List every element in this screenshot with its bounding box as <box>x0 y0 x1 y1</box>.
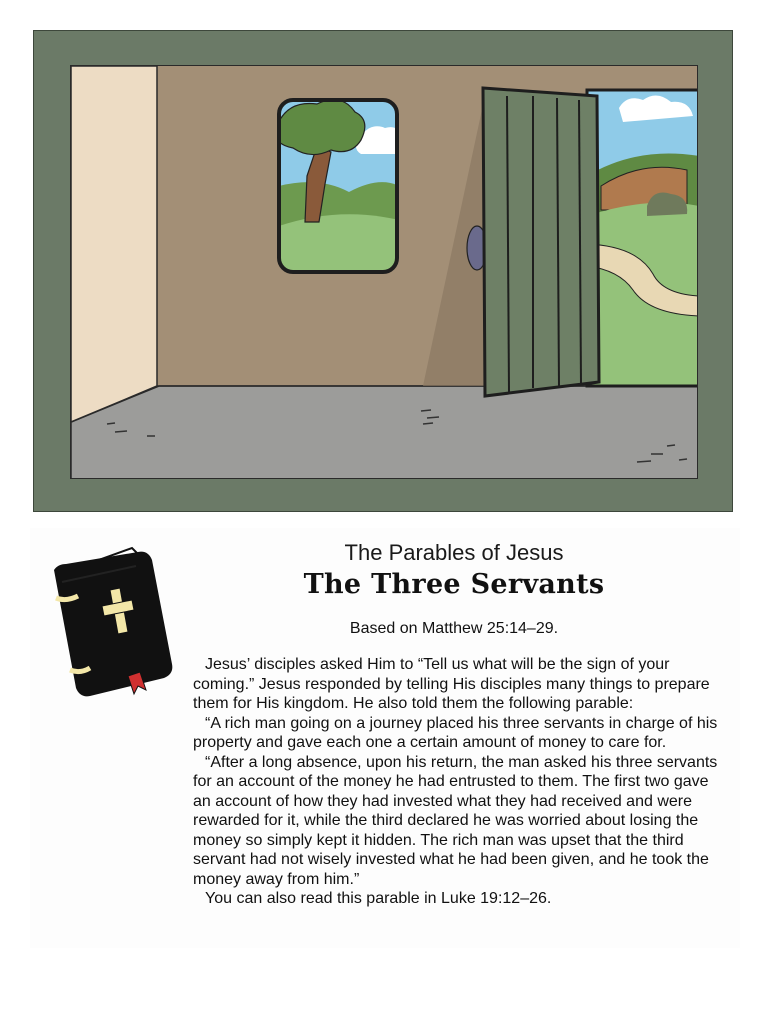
room-illustration <box>70 65 698 479</box>
story-paragraph: You can also read this parable in Luke 19:12–26. <box>205 890 552 907</box>
story-paragraph: Jesus’ disciples asked Him to “Tell us what will be the sign of your coming.” Jesus responded by telling His disciples many things to prepare them for His kingdom. He also told them the following parable: <box>193 656 710 712</box>
open-door <box>483 88 599 396</box>
room-scene <box>71 66 698 479</box>
bible-icon <box>48 540 176 700</box>
doorway-view <box>587 90 698 386</box>
story-paragraph: “After a long absence, upon his return, the man asked his three servants for an account of the money he had entrusted to them. The first two gave an account of how they had invested what they had received and were rewarded for it, while the third declared he was worried about losing the money so simply kept it hidden. The rich man was upset that the third servant had not wisely invested what he had been given, and he took the money away from him.” <box>193 753 718 888</box>
story-text <box>193 655 721 909</box>
left-wall <box>71 66 157 422</box>
window <box>276 100 402 281</box>
illustration-frame <box>33 30 733 512</box>
scripture-reference: Based on Matthew 25:14–29. <box>349 620 559 637</box>
story-title: The Three Servants <box>303 569 605 600</box>
story-paragraph: “A rich man going on a journey placed his three servants in charge of his property and gave each one a certain amount of money to care for. <box>193 714 718 751</box>
series-title: The Parables of Jesus <box>344 540 564 565</box>
